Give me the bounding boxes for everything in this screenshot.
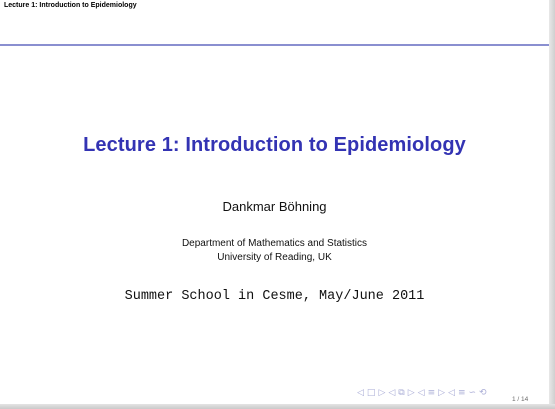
event-date: Summer School in Cesme, May/June 2011 <box>124 289 425 304</box>
page-counter: 1 / 14 <box>512 396 529 403</box>
search-icon[interactable]: ∽ <box>468 388 477 398</box>
viewer-right-edge <box>549 0 555 409</box>
next-subsection-icon[interactable]: ◁ <box>448 388 455 398</box>
next-section-icon[interactable]: ◁ <box>417 388 425 398</box>
viewer-bottom-edge <box>0 404 555 409</box>
prev-section-icon[interactable]: ⧉ <box>398 388 405 398</box>
subsection-icon[interactable]: ▷ <box>438 388 446 398</box>
first-frame-icon[interactable]: ◁ <box>357 388 364 398</box>
slide-title: Lecture 1: Introduction to Epidemiology <box>83 134 466 156</box>
headline-divider <box>0 44 549 46</box>
prev-subsection-icon[interactable]: ≡ <box>427 388 436 398</box>
section-icon[interactable]: ▷ <box>407 388 415 398</box>
beamer-navigation-bar <box>357 387 487 399</box>
frame-icon[interactable]: ▷ <box>378 388 386 398</box>
next-frame-icon[interactable]: ◁ <box>388 388 396 398</box>
prev-frame-icon[interactable]: □ <box>366 388 376 398</box>
align-icon[interactable]: ≡ <box>457 388 466 398</box>
zoom-icon[interactable]: ⟲ <box>479 388 487 398</box>
author-name: Dankmar Böhning <box>222 199 327 214</box>
institute-department: Department of Mathematics and Statistics <box>181 238 368 249</box>
headline-short-title: Lecture 1: Introduction to Epidemiology <box>4 2 137 9</box>
headline-bar <box>0 0 549 44</box>
institute-university: University of Reading, UK <box>217 252 332 263</box>
